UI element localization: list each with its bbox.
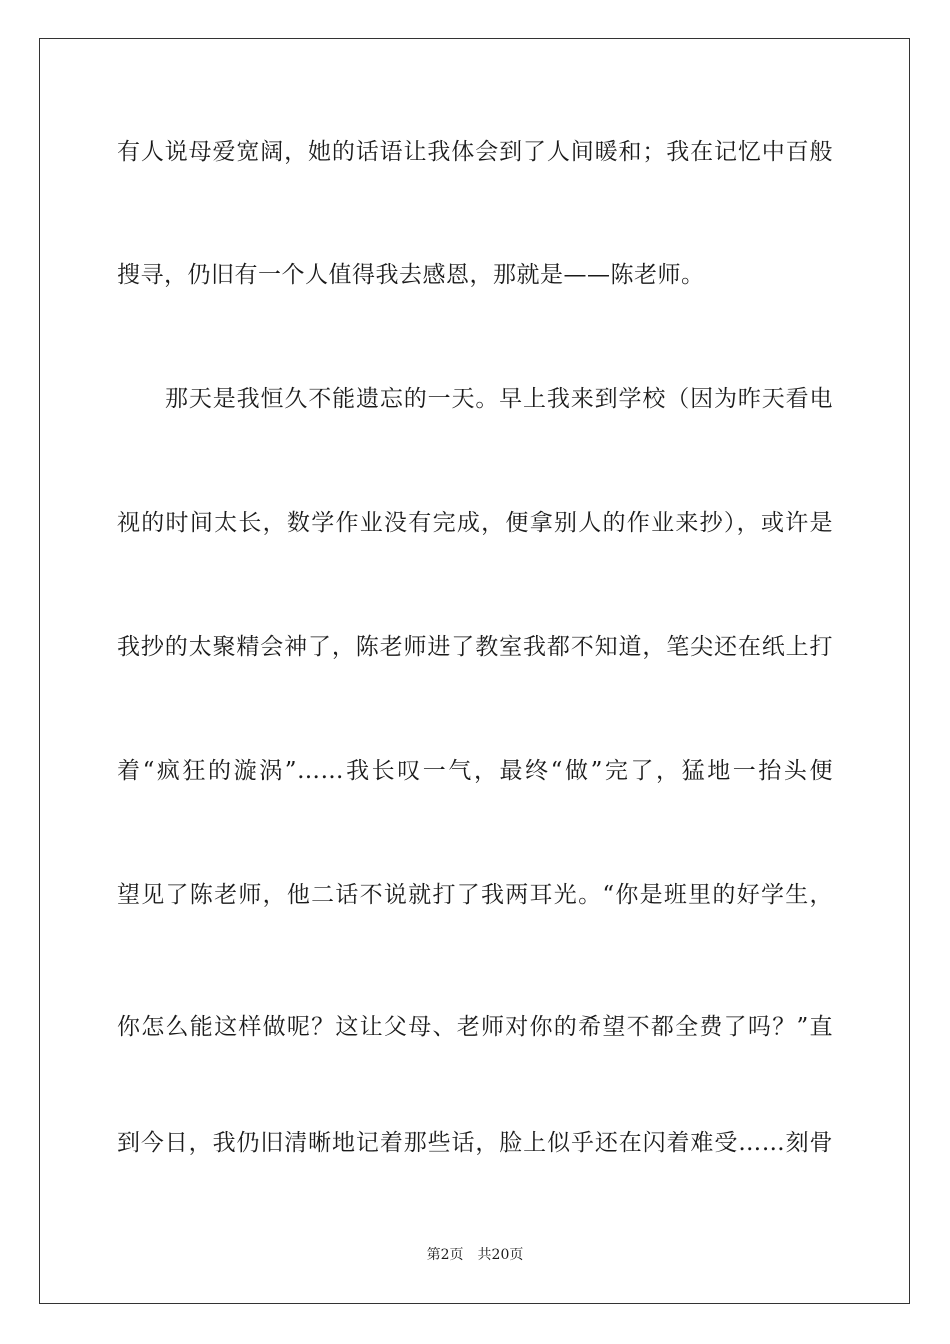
paragraph-line-2: 搜寻，仍旧有一个人值得我去感恩，那就是——陈老师。 xyxy=(117,262,705,288)
paragraph-line-8: 你怎么能这样做呢？这让父母、老师对你的希望不都全费了吗？”直 xyxy=(117,1014,833,1040)
page-footer xyxy=(0,1246,950,1264)
paragraph-line-9: 到今日，我仍旧清晰地记着那些话，脸上似乎还在闪着难受……刻骨 xyxy=(117,1130,833,1156)
paragraph-line-3: 那天是我恒久不能遗忘的一天。早上我来到学校（因为昨天看电 xyxy=(165,386,833,412)
paragraph-line-7: 望见了陈老师，他二话不说就打了我两耳光。“你是班里的好学生， xyxy=(117,882,833,908)
page-border xyxy=(39,38,910,1304)
paragraph-line-4: 视的时间太长，数学作业没有完成，便拿别人的作业来抄），或许是 xyxy=(117,510,833,536)
page-total: 共20页 xyxy=(477,1247,524,1263)
paragraph-line-1: 有人说母爱宽阔，她的话语让我体会到了人间暖和；我在记忆中百般 xyxy=(117,139,833,165)
page-number: 第2页 xyxy=(426,1247,464,1263)
paragraph-line-5: 我抄的太聚精会神了，陈老师进了教室我都不知道，笔尖还在纸上打 xyxy=(117,634,833,660)
paragraph-line-6: 着“疯狂的漩涡”……我长叹一气，最终“做”完了，猛地一抬头便 xyxy=(117,758,833,784)
